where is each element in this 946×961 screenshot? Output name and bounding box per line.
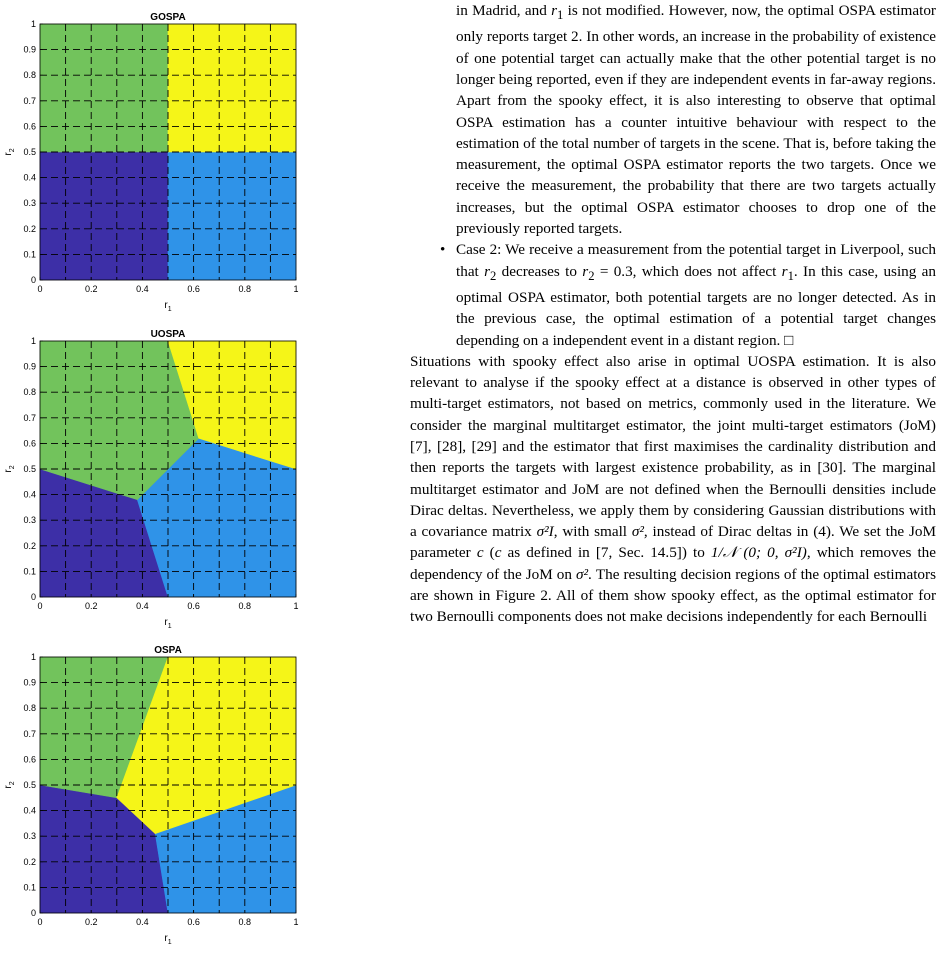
x-tick-label: 1 — [293, 917, 299, 927]
y-tick-label: 0 — [30, 592, 36, 602]
x-tick-label: 0.2 — [84, 601, 98, 611]
y-tick-label: 0.1 — [23, 882, 36, 893]
x-tick-label: 1 — [293, 284, 299, 294]
x-tick-label: 0.4 — [136, 284, 149, 294]
y-tick-label: 0.9 — [23, 44, 36, 55]
x-tick-label: 0 — [37, 917, 43, 927]
case1-continuation-paragraph: in Madrid, and $r_1$ is not modified. However, now, the optimal OSPA estimator only reports target 2. In other words, an increase in the probability of existence of one potential target can actually make that the other potential target is no longer being reported, even if they are independent events in far-away regions. Apart from the spooky effect, it is also interesting to observe that optimal OSPA estimation has a counter intuitive behaviour with respect to the estimation of the total number of targets in the scene. That is, before taking the measurement, the optimal OSPA estimator reports the two targets. Once we receive the measurement, the probability that there are two targets actually increases, but the optimal OSPA estimator chooses to drop one of the previously reported targets. — [456, 2, 936, 237]
y-tick-label: 0.9 — [23, 361, 36, 372]
chart-title: OSPA — [154, 645, 182, 656]
y-axis-label: $r_2$ — [3, 465, 16, 473]
y-tick-label: 0.1 — [23, 249, 36, 260]
y-tick-label: 0.8 — [23, 70, 36, 81]
x-axis-label: $r_1$ — [164, 933, 172, 946]
y-tick-label: 1 — [30, 336, 36, 346]
x-tick-label: 0.6 — [187, 284, 200, 294]
x-tick-label: 0 — [37, 601, 43, 611]
y-tick-label: 0.5 — [23, 464, 36, 474]
x-tick-label: 0.8 — [238, 917, 252, 927]
decision-region — [40, 152, 168, 280]
y-tick-label: 0.9 — [23, 677, 36, 688]
x-tick-label: 0.4 — [136, 917, 149, 927]
y-tick-label: 0.6 — [23, 438, 36, 449]
spooky-effect-paragraph: Situations with spooky effect also arise in optimal UOSPA estimation. It is also relevant to analyse if the spooky effect at a distance is observed in other types of multi-target estimators, not based on metrics, commonly used in the literature. We consider the marginal multitarget estimator, the joint multi-target estimators (JoM) [7], [28], [29] and the estimator that first maximises the cardinality distribution and then reports the targets with largest existence probability, as in [30]. The marginal multitarget estimator and JoM are not defined when the Bernoulli densities include Dirac deltas. Nevertheless, we apply them by considering Gaussian distributions with a covariance matrix σ²I, with small σ², instead of Dirac deltas in (4). We set the JoM parameter c (c as defined in [7, Sec. 14.5]) to 1/𝒩 (0; 0, σ²I), which removes the dependency of the JoM on σ². The resulting decision regions of the optimal estimators are shown in Figure 2. All of them show spooky effect, as the optimal estimator for two Bernoulli components does not make decisions independently for each Bernoulli — [410, 352, 937, 626]
y-tick-label: 0.7 — [23, 728, 36, 739]
y-tick-label: 0.3 — [23, 831, 36, 842]
y-tick-label: 0.4 — [23, 805, 36, 816]
chart-panel-uospa — [3, 329, 299, 630]
list-item-case-2: • Case 2: We receive a measurement from the potential target in Liverpool, such that $r_2$ decreases to $r_2 = 0.3$, which does not affect $r_1$. In this case, using an optimal OSPA estimator, both potential targets are no longer detected. As in the previous case, the optimal estimation of a potential target changes depending on a independent event in a distant region. □ — [440, 241, 937, 349]
y-tick-label: 0.4 — [23, 172, 36, 183]
y-tick-label: 0.8 — [23, 387, 36, 398]
x-tick-label: 0.2 — [84, 917, 98, 927]
x-axis-label: $r_1$ — [164, 300, 172, 313]
case-list — [410, 239, 936, 351]
decision-region — [40, 24, 168, 152]
chart-title: UOSPA — [150, 329, 186, 340]
decision-region — [168, 24, 296, 152]
x-tick-label: 0.2 — [84, 284, 98, 294]
chart-panel-ospa — [3, 645, 299, 946]
x-tick-label: 0.6 — [187, 601, 200, 611]
chart-title: GOSPA — [150, 12, 186, 23]
text-column — [410, 0, 936, 628]
y-tick-label: 0.8 — [23, 703, 36, 714]
x-tick-label: 0.8 — [238, 284, 252, 294]
chart-panel-gospa — [3, 12, 299, 313]
decision-region — [168, 152, 296, 280]
x-axis-label: $r_1$ — [164, 617, 172, 630]
y-axis-label: $r_2$ — [3, 148, 16, 156]
y-tick-label: 1 — [30, 19, 36, 29]
y-tick-label: 0.3 — [23, 515, 36, 526]
x-tick-label: 0.6 — [187, 917, 200, 927]
y-tick-label: 0.4 — [23, 489, 36, 500]
y-tick-label: 0.2 — [23, 540, 36, 551]
y-tick-label: 0.5 — [23, 780, 36, 790]
y-tick-label: 1 — [30, 652, 36, 662]
y-tick-label: 0.6 — [23, 754, 36, 765]
x-tick-label: 0 — [37, 284, 43, 294]
y-tick-label: 0.2 — [23, 223, 36, 234]
x-tick-label: 0.4 — [136, 601, 149, 611]
y-tick-label: 0.2 — [23, 856, 36, 867]
y-tick-label: 0.1 — [23, 566, 36, 577]
y-tick-label: 0.7 — [23, 412, 36, 423]
y-tick-label: 0.7 — [23, 95, 36, 106]
y-tick-label: 0 — [30, 275, 36, 285]
x-tick-label: 1 — [293, 601, 299, 611]
y-tick-label: 0.5 — [23, 147, 36, 157]
y-tick-label: 0 — [30, 908, 36, 918]
decision-regions-figure — [0, 0, 410, 961]
x-tick-label: 0.8 — [238, 601, 252, 611]
bullet-icon: • — [440, 241, 446, 259]
y-tick-label: 0.3 — [23, 198, 36, 209]
y-tick-label: 0.6 — [23, 121, 36, 132]
y-axis-label: $r_2$ — [3, 781, 16, 789]
